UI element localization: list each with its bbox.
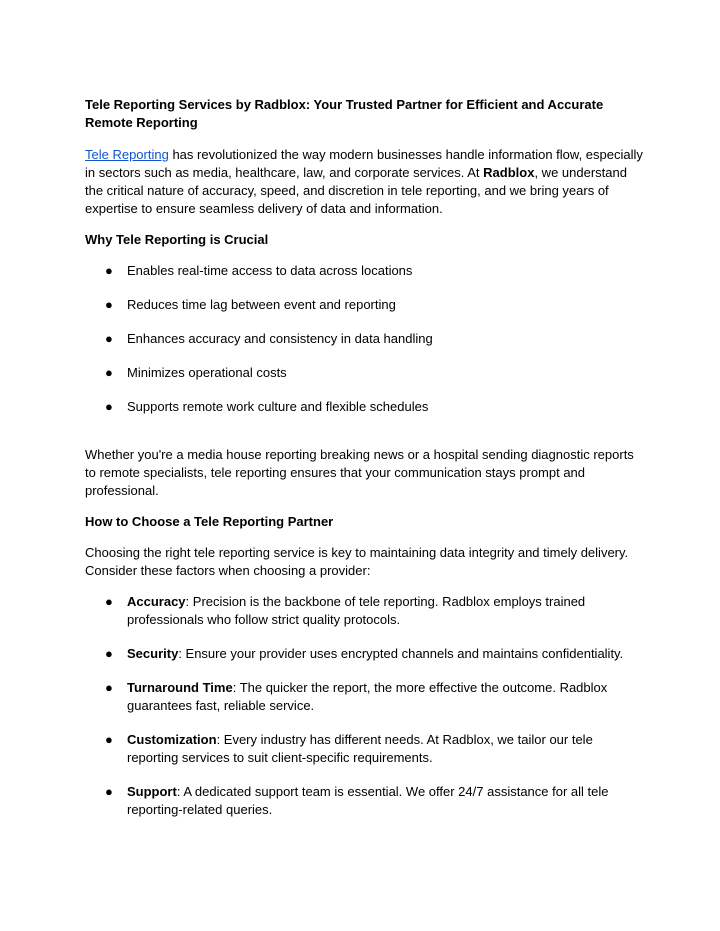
document-content <box>85 96 645 819</box>
bullet-icon: ● <box>105 784 113 799</box>
list-item-text: : Every industry has different needs. At Radblox, we tailor our tele reporting services to suit client-specific requirements. <box>127 732 593 765</box>
intro-text-2: , we understand the critical nature of accuracy, speed, and discretion in tele reporting, and we bring years of expertise to ensure seamless delivery of data and information. <box>85 165 627 216</box>
bullet-icon: ● <box>105 680 113 695</box>
paragraph-choosing: Choosing the right tele reporting service is key to maintaining data integrity and timely delivery. Consider these factors when choosing a provider: <box>85 545 629 578</box>
why-list <box>85 262 645 416</box>
bullet-icon: ● <box>105 594 113 609</box>
paragraph-media-house: Whether you're a media house reporting breaking news or a hospital sending diagnostic reports to remote specialists, tele reporting ensures that your communication stays prompt and professional. <box>85 447 634 498</box>
list-item-text: Minimizes operational costs <box>127 365 287 380</box>
list-item-text: : Ensure your provider uses encrypted channels and maintains confidentiality. <box>178 646 624 661</box>
bullet-icon: ● <box>105 646 113 661</box>
list-item-text: Supports remote work culture and flexible schedules <box>127 399 429 414</box>
list-item-term: Security <box>127 646 179 661</box>
list-item <box>85 398 645 416</box>
section-heading-why: Why Tele Reporting is Crucial <box>85 232 269 247</box>
bullet-icon: ● <box>105 331 113 346</box>
intro-paragraph <box>85 146 645 218</box>
bullet-icon: ● <box>105 732 113 747</box>
section-heading-how: How to Choose a Tele Reporting Partner <box>85 514 334 529</box>
list-item <box>85 262 645 280</box>
list-item-text: : Precision is the backbone of tele reporting. Radblox employs trained professionals who follow strict quality protocols. <box>127 594 586 627</box>
bullet-icon: ● <box>105 399 113 414</box>
intro-bold-brand: Radblox <box>483 165 535 180</box>
list-item <box>85 783 645 819</box>
list-item <box>85 645 645 663</box>
bullet-icon: ● <box>105 365 113 380</box>
list-item-text: Enables real-time access to data across locations <box>127 263 413 278</box>
list-item-term: Accuracy <box>127 594 186 609</box>
bullet-icon: ● <box>105 263 113 278</box>
list-item-term: Support <box>127 784 177 799</box>
factors-list <box>85 593 645 819</box>
list-item-text: Reduces time lag between event and reporting <box>127 297 396 312</box>
list-item <box>85 364 645 382</box>
list-item <box>85 330 645 348</box>
bullet-icon: ● <box>105 297 113 312</box>
document-title: Tele Reporting Services by Radblox: Your Trusted Partner for Efficient and Accurate Remote Reporting <box>85 97 604 130</box>
intro-text-1: has revolutionized the way modern businesses handle information flow, especially in sectors such as media, healthcare, law, and corporate services. At <box>85 147 643 180</box>
list-item-term: Turnaround Time <box>127 680 233 695</box>
list-item <box>85 731 645 767</box>
list-item-text: : A dedicated support team is essential. We offer 24/7 assistance for all tele reporting-related queries. <box>127 784 609 817</box>
list-item <box>85 679 645 715</box>
list-item-text: Enhances accuracy and consistency in data handling <box>127 331 433 346</box>
list-item-term: Customization <box>127 732 217 747</box>
tele-reporting-link[interactable]: Tele Reporting <box>85 147 169 162</box>
list-item-text: : The quicker the report, the more effective the outcome. Radblox guarantees fast, reliable service. <box>127 680 608 713</box>
list-item <box>85 296 645 314</box>
list-item <box>85 593 645 629</box>
